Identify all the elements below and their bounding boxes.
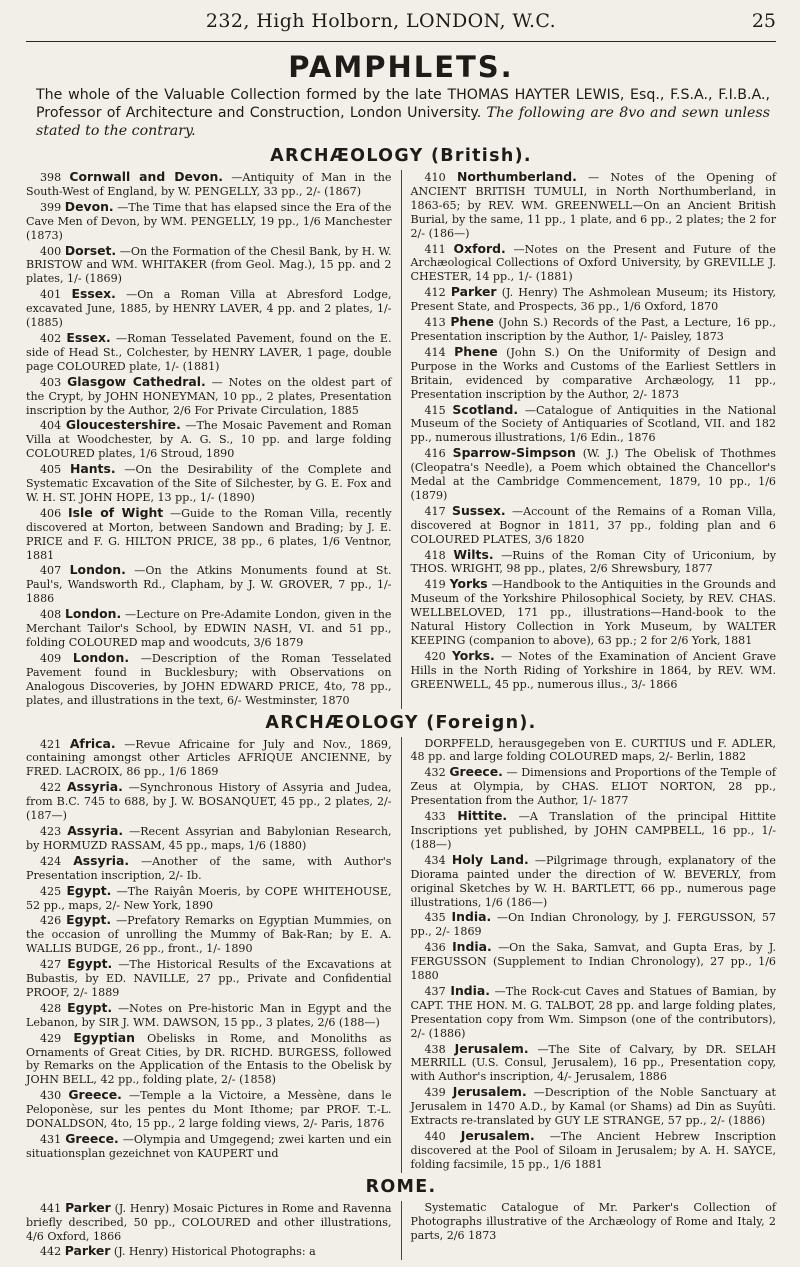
catalogue-entry <box>411 170 777 241</box>
catalogue-entry <box>26 824 392 853</box>
catalogue-entry <box>411 809 777 852</box>
entry-description: —Pilgrimage through, explanatory of the Diorama painted under the direction of W. BEVERLY, from original Sketches by W. H. BARTLETT, 66 pp., numerous page illustrations, 1/6 (186—) <box>410 853 777 909</box>
entry-title: Jerusalem. <box>454 1040 529 1056</box>
catalogue-entry <box>411 1201 777 1243</box>
entry-description: (W. J.) The Obelisk of Thothmes (Cleopatra's Needle), a Poem which obtained the Chancellor's Medal at the Cambridge Commencement, 1879, 10 pp., 1/6 (1879) <box>410 447 776 502</box>
collection-intro <box>36 86 770 140</box>
entry-description: —The Rock-cut Caves and Statues of Bamian, by CAPT. THE HON. M. G. TALBOT, 28 pp. and large folding plates, Presentation copy from Wm. Simpson (one of the contributors), 2/- (1886) <box>410 984 776 1040</box>
entry-title: Assyria. <box>67 822 124 838</box>
catalogue-entry <box>26 913 392 956</box>
entry-title: London. <box>69 562 126 578</box>
entry-title: Scotland. <box>452 401 519 417</box>
entry-description: —Notes on the Present and Future of the Archæological Collections of Oxford University, by GREVILLE J. CHESTER, 14 pp., 1/- (1881) <box>410 242 776 284</box>
entry-description: —The Mosaic Pavement and Roman Villa at Woodchester, by A. G. S., 10 pp. and large folding COLOURED plates, 1/6 Stroud, 1890 <box>26 419 392 461</box>
entry-title: Egypt. <box>67 956 113 972</box>
entry-description: Obelisks in Rome, and Monoliths as Ornaments of Great Cities, by DR. RICHD. BURGESS, followed by Remarks on the Application of the Entasis to the Obelisk by JOHN BELL, 42 pp., folding plate, 2/- (1858) <box>26 1031 392 1087</box>
catalogue-entry <box>26 1001 392 1030</box>
catalogue-entry <box>26 884 392 913</box>
entry-description: —The Raiyân Moeris, by COPE WHITEHOUSE, 52 pp., maps, 2/- New York, 1890 <box>26 884 392 912</box>
entry-description: — Dimensions and Proportions of the Temple of Zeus at Olympia, by CHAS. ELIOT NORTON, 28 pp., Presentation from the Author, 1/- 1877 <box>410 766 776 808</box>
catalogue-entry <box>411 1129 777 1172</box>
entry-title: Sussex. <box>452 502 506 518</box>
entry-number: 431 <box>40 1133 62 1146</box>
entry-number: 416 <box>424 447 446 461</box>
entry-title: Devon. <box>64 198 114 214</box>
catalogue-entry <box>26 1244 392 1259</box>
entry-title: Greece. <box>68 1087 122 1103</box>
entry-description: —On the Saka, Samvat, and Gupta Eras, by J. FERGUSSON (Supplement to Indian Chronology), 27 pp., 1/6 1880 <box>410 941 776 983</box>
entry-number: 421 <box>40 737 62 751</box>
column-left <box>26 1201 402 1261</box>
entry-title: Phene <box>454 343 498 359</box>
entry-title: Africa. <box>69 735 116 751</box>
entry-description: (J. Henry) Mosaic Pictures in Rome and Ravenna briefly described, 50 pp., COLOURED and other illustrations, 4/6 Oxford, 1866 <box>26 1201 392 1243</box>
entry-number: 426 <box>40 914 62 928</box>
entry-number: 401 <box>40 288 62 302</box>
entry-number: 412 <box>424 286 446 300</box>
column-right <box>402 1201 777 1261</box>
entry-number: 437 <box>424 984 446 998</box>
entry-description: — Notes on the oldest part of the Crypt, by JOHN HONEYMAN, 10 pp., 2 plates, Presentation inscription by the Author, 2/6 For Private Circulation, 1885 <box>26 375 392 417</box>
catalogue-entry <box>26 651 392 708</box>
page-number: 25 <box>751 10 776 32</box>
entry-number: 419 <box>424 578 446 592</box>
entry-number: 407 <box>40 564 62 578</box>
entry-number: 410 <box>424 171 446 184</box>
entry-title: Parker <box>65 1199 111 1215</box>
entry-title: India. <box>450 982 490 998</box>
entry-title: Glasgow Cathedral. <box>67 373 206 389</box>
section-columns <box>26 737 776 1173</box>
entry-title: Essex. <box>66 329 111 345</box>
entry-description: —On the Desirability of the Complete and Systematic Excavation of the Site of Silchester, by G. E. Fox and W. H. ST. JOHN HOPE, 13 pp., 1/- (1890) <box>26 463 392 504</box>
entry-description: —Roman Tesselated Pavement, found on the E. side of Head St., Colchester, by HENRY LAVER, 1 page, double page COLOURED plate, 1/- (1881) <box>26 331 392 373</box>
catalogue-entry <box>411 315 777 344</box>
catalogue-entry <box>26 170 392 199</box>
entry-number: 400 <box>40 244 62 258</box>
entry-description: —On the Formation of the Chesil Bank, by H. W. BRISTOW and WM. WHITAKER (from Geol. Mag.), 15 pp. and 2 plates, 1/- (1869) <box>26 244 392 286</box>
entry-description: —Account of the Remains of a Roman Villa, discovered at Bognor in 1811, 37 pp., folding plan and 6 COLOURED PLATES, 3/6 1820 <box>410 504 776 546</box>
entry-number: 420 <box>424 649 446 663</box>
catalogue-entry <box>26 200 392 243</box>
entry-number: 403 <box>40 375 62 389</box>
entry-title: Egyptian <box>73 1029 135 1045</box>
entry-title: Yorks <box>449 576 488 592</box>
entry-description: —Lecture on Pre-Adamite London, given in the Merchant Tailor's School, by EDWIN NASH, VI. and 51 pp., folding COLOURED map and woodcuts, 3/6 1879 <box>26 608 392 649</box>
entry-description: (John S.) Records of the Past, a Lecture, 16 pp., Presentation inscription by the Author, 1/- Paisley, 1873 <box>410 316 777 343</box>
entry-number: 430 <box>40 1089 62 1103</box>
entry-title: Egypt. <box>66 912 112 928</box>
column-left <box>26 170 402 709</box>
catalogue-entry <box>26 1031 392 1088</box>
running-head <box>26 0 776 42</box>
catalogue-entry <box>26 780 392 823</box>
catalogue-entry <box>26 418 392 461</box>
entry-number: 415 <box>424 403 446 417</box>
entry-title: London. <box>72 649 130 665</box>
entry-description: —The Historical Results of the Excavations at Bubastis, by ED. NAVILLE, 27 pp., Private and Confidential PROOF, 2/- 1889 <box>26 958 392 999</box>
entry-description: —On Indian Chronology, by J. FERGUSSON, 57 pp., 2/- 1869 <box>410 911 776 939</box>
entry-description: —The Time that has elapsed since the Era of the Cave Men of Devon, by WM. PENGELLY, 19 pp., 1/6 Manchester (1873) <box>26 200 392 242</box>
entry-title: Phene <box>450 314 494 330</box>
entry-number: 440 <box>424 1130 446 1143</box>
entry-number: 429 <box>40 1031 62 1045</box>
section-heading: ARCHÆOLOGY (Foreign). <box>265 712 537 733</box>
catalogue-entry <box>411 984 777 1041</box>
catalogue-entry <box>411 345 777 402</box>
entry-title: Cornwall and Devon. <box>69 169 224 184</box>
entry-description: —Guide to the Roman Villa, recently discovered at Morton, between Sandown and Brading; by J. E. PRICE and F. G. HILTON PRICE, 38 pp., 6 plates, 1/6 Ventnor, 1881 <box>26 506 392 562</box>
entry-number: 413 <box>424 316 446 330</box>
entry-description: —On the Atkins Monuments found at St. Paul's, Wandsworth Rd., Clapham, by J. W. GROVER, 7 pp., 1/- 1886 <box>26 564 392 606</box>
entry-number: 398 <box>40 171 62 184</box>
entry-title: Dorset. <box>64 242 117 258</box>
entry-number: 402 <box>40 331 62 345</box>
entry-number: 406 <box>40 506 62 520</box>
section-heading: ARCHÆOLOGY (British). <box>270 146 532 166</box>
entry-title: Jerusalem. <box>452 1084 527 1100</box>
catalogue-entry <box>411 285 777 314</box>
entry-number: 414 <box>424 345 446 359</box>
page-title: PAMPHLETS. <box>288 50 514 84</box>
entry-title: Hittite. <box>457 808 508 824</box>
entry-title: Egypt. <box>67 999 113 1015</box>
entry-number: 438 <box>424 1042 446 1056</box>
entry-number: 442 <box>40 1245 62 1259</box>
section-columns <box>26 170 776 709</box>
entry-description: — Notes of the Opening of ANCIENT BRITISH TUMULI, in North Northumberland, in 1863-65; by REV. WM. GREENWELL—On an Ancient British Burial, by the same, 11 pp., 1 plate, and 6 pp., 2 plates; the 2 for 2/- (186—) <box>410 171 776 240</box>
catalogue-entry <box>411 765 777 808</box>
entry-number: 428 <box>40 1001 62 1015</box>
entry-title: India. <box>452 939 492 955</box>
sections <box>26 146 776 1260</box>
entry-number: 432 <box>424 766 446 780</box>
entry-title: Essex. <box>71 286 116 302</box>
entry-number: 408 <box>40 608 62 622</box>
entry-number: 425 <box>40 884 62 898</box>
entry-number: 439 <box>424 1086 446 1100</box>
catalogue-entry <box>26 854 392 883</box>
catalogue-entry <box>411 548 777 577</box>
catalogue-entry <box>26 462 392 505</box>
entry-title: Egypt. <box>66 882 112 898</box>
entry-title: Jerusalem. <box>460 1128 535 1143</box>
entry-description: (John S.) On the Uniformity of Design and Purpose in the Works and Customs of the Earliest Settlers in Britain, evidenced by comparative Archæology, 11 pp., Presentation inscription by the Author, 2/- 1873 <box>410 345 776 401</box>
catalogue-entry <box>411 446 777 503</box>
entry-title: Hants. <box>70 461 116 477</box>
entry-title: Gloucestershire. <box>65 417 181 433</box>
entry-description: — Notes of the Examination of Ancient Grave Hills in the North Riding of Yorkshire in 1864, by REV. WM. GREENWELL, 45 pp., numerous illus., 3/- 1866 <box>410 649 777 691</box>
publisher-address: 232, High Holborn, LONDON, W.C. <box>205 10 557 32</box>
entry-description: Systematic Catalogue of Mr. Parker's Collection of Photographs illustrative of the Archæology of Rome and Italy, 2 parts, 2/6 1873 <box>410 1200 776 1242</box>
entry-number: 423 <box>40 824 62 838</box>
entry-title: Yorks. <box>451 647 495 663</box>
catalogue-entry <box>26 1132 392 1161</box>
section-heading: ROME. <box>365 1176 437 1197</box>
entry-title: Sparrow-Simpson <box>452 445 576 461</box>
entry-title: Isle of Wight <box>67 504 164 520</box>
entry-description: —Handbook to the Antiquities in the Grounds and Museum of the Yorkshire Philosophical Society, by REV. CHAS. WELLBELOVED, 171 pp., illustrations—Hand-book to the Natural History Collection in York Museum, by WALTER KEEPING (companion to above), 63 pp.; 2 for 2/6 York, 1881 <box>410 578 777 647</box>
entry-title: Oxford. <box>453 240 506 256</box>
catalogue-entry <box>26 607 392 650</box>
entry-title: Assyria. <box>66 779 123 795</box>
entry-description: —Recent Assyrian and Babylonian Research, by HORMUZD RASSAM, 45 pp., maps, 1/6 (1880) <box>26 824 392 852</box>
entry-title: Assyria. <box>73 852 130 868</box>
entry-description: —Antiquity of Man in the South-West of England, by W. PENGELLY, 33 pp., 2/- (1867) <box>26 171 392 198</box>
entry-description: —Ruins of the Roman City of Uriconium, by THOS. WRIGHT, 98 pp., plates, 2/6 Shrewsbury, 1877 <box>410 548 776 576</box>
entry-number: 441 <box>40 1201 62 1215</box>
catalogue-entry <box>26 1201 392 1244</box>
catalogue-entry <box>26 506 392 563</box>
entry-description: DORPFELD, herausgegeben von E. CURTIUS und F. ADLER, 48 pp. and large folding COLOURED maps, 2/- Berlin, 1882 <box>410 736 776 764</box>
entry-number: 409 <box>40 651 62 665</box>
catalogue-entry <box>411 737 777 765</box>
entry-description: —Revue Africaine for July and Nov., 1869, containing amongst other Articles AFRIQUE ANCIENNE, by FRED. LACROIX, 86 pp., 1/6 1869 <box>26 737 392 779</box>
entry-description: —On a Roman Villa at Abresford Lodge, excavated June, 1885, by HENRY LAVER, 4 pp. and 2 plates, 1/- (1885) <box>26 288 392 330</box>
entry-description: —Temple a la Victoire, a Messène, dans le Peloponèse, sur les pentes du Mont Ithome; par PROF. T.-L. DONALDSON, 4to, 15 pp., 2 large folding views, 2/- Paris, 1876 <box>26 1089 392 1131</box>
catalogue-entry <box>26 1088 392 1131</box>
entry-title: Parker <box>450 284 497 300</box>
catalogue-entry <box>26 737 392 780</box>
catalogue-entry <box>411 504 777 547</box>
entry-description: —A Translation of the principal Hittite Inscriptions yet published, by JOHN CAMPBELL, 16 pp., 1/- (188—) <box>410 810 777 851</box>
entry-description: (J. Henry) Historical Photographs: a <box>113 1245 316 1259</box>
entry-description: —Description of the Noble Sanctuary at Jerusalem in 1470 A.D., by Kamal (or Shams) ad Din as Suyûti. Extracts re-translated by GUY LE STRANGE, 57 pp., 2/- (1886) <box>410 1086 776 1128</box>
column-left <box>26 737 402 1173</box>
entry-number: 427 <box>40 958 62 972</box>
column-right <box>402 737 777 1173</box>
entry-number: 436 <box>424 941 446 955</box>
entry-number: 435 <box>424 911 446 925</box>
entry-number: 424 <box>40 854 62 868</box>
entry-description: —Description of the Roman Tesselated Pavement found in Bucklesbury; with Observations on Analogous Discoveries, by JOHN EDWARD PRICE, 4to, 78 pp., plates, and illustrations in the text, 6/- Westminster, 1870 <box>26 651 392 707</box>
entry-title: Holy Land. <box>451 851 529 867</box>
entry-description: —The Ancient Hebrew Inscription discovered at the Pool of Siloam in Jerusalem; by A. H. SAYCE, folding facsimile, 15 pp., 1/6 1881 <box>410 1130 776 1171</box>
entry-number: 399 <box>40 200 62 214</box>
catalogue-entry <box>411 910 777 939</box>
entry-title: Parker <box>64 1243 111 1259</box>
section-columns <box>26 1201 776 1261</box>
entry-description: (J. Henry) The Ashmolean Museum; its History, Present State, and Prospects, 36 pp., 1/6 Oxford, 1870 <box>410 286 776 314</box>
entry-number: 405 <box>40 463 62 477</box>
entry-number: 418 <box>424 548 446 562</box>
entry-title: Northumberland. <box>456 169 577 184</box>
column-right <box>402 170 777 709</box>
intro-text: The whole of the Valuable Collection formed by the late THOMAS HAYTER LEWIS, Esq., F.S.A., F.I.B.A., Professor of Architecture and Construction, London University. <box>36 87 770 121</box>
entry-title: Greece. <box>449 764 503 780</box>
catalogue-entry <box>411 577 777 648</box>
catalogue-entry <box>26 287 392 330</box>
entry-number: 404 <box>40 419 62 433</box>
entry-description: —Synchronous History of Assyria and Judea, from B.C. 745 to 688, by J. W. BOSANQUET, 45 pp., 2 plates, 2/- (187—) <box>26 781 392 823</box>
entry-title: Wilts. <box>453 546 494 562</box>
entry-description: —Notes on Pre-historic Man in Egypt and the Lebanon, by SIR J. WM. DAWSON, 15 pp., 3 plates, 2/6 (188—) <box>26 1001 392 1029</box>
entry-number: 417 <box>424 504 446 518</box>
entry-title: India. <box>451 909 492 925</box>
entry-number: 433 <box>424 810 446 824</box>
entry-title: London. <box>65 606 122 622</box>
entry-description: —Olympia and Umgegend; zwei karten und ein situationsplan gezeichnet von KAUPERT und <box>26 1133 392 1160</box>
catalogue-entry <box>411 242 777 285</box>
entry-number: 434 <box>424 853 446 867</box>
catalogue-entry <box>411 1042 777 1085</box>
entry-description: —Catalogue of Antiquities in the National Museum of the Society of Antiquaries of Scotland, VII. and 182 pp., numerous illustrations, 1/6 Edin., 1876 <box>410 403 776 445</box>
entry-title: Greece. <box>65 1131 119 1146</box>
catalogue-entry <box>411 853 777 910</box>
catalogue-entry <box>411 1085 777 1128</box>
catalogue-entry <box>411 403 777 446</box>
entry-description: —Another of the same, with Author's Presentation inscription, 2/- Ib. <box>26 854 392 882</box>
intro-note: The following are 8vo and sewn unless stated to the contrary. <box>36 105 770 139</box>
catalogue-entry <box>411 940 777 983</box>
catalogue-entry <box>26 375 392 418</box>
catalogue-entry <box>26 957 392 1000</box>
catalogue-entry <box>26 563 392 606</box>
entry-number: 411 <box>424 242 446 256</box>
entry-number: 422 <box>40 781 62 795</box>
entry-description: —Prefatory Remarks on Egyptian Mummies, on the occasion of unrolling the Mummy of Bak-Ran; by E. A. WALLIS BUDGE, 26 pp., front., 1/- 1890 <box>26 914 392 956</box>
catalogue-entry <box>26 244 392 287</box>
catalogue-entry <box>26 331 392 374</box>
entry-description: —The Site of Calvary, by DR. SELAH MERRILL (U.S. Consul, Jerusalem), 16 pp., Presentation copy, with Author's inscription, 4/- Jerusalem, 1886 <box>410 1042 777 1084</box>
catalogue-entry <box>411 649 777 692</box>
